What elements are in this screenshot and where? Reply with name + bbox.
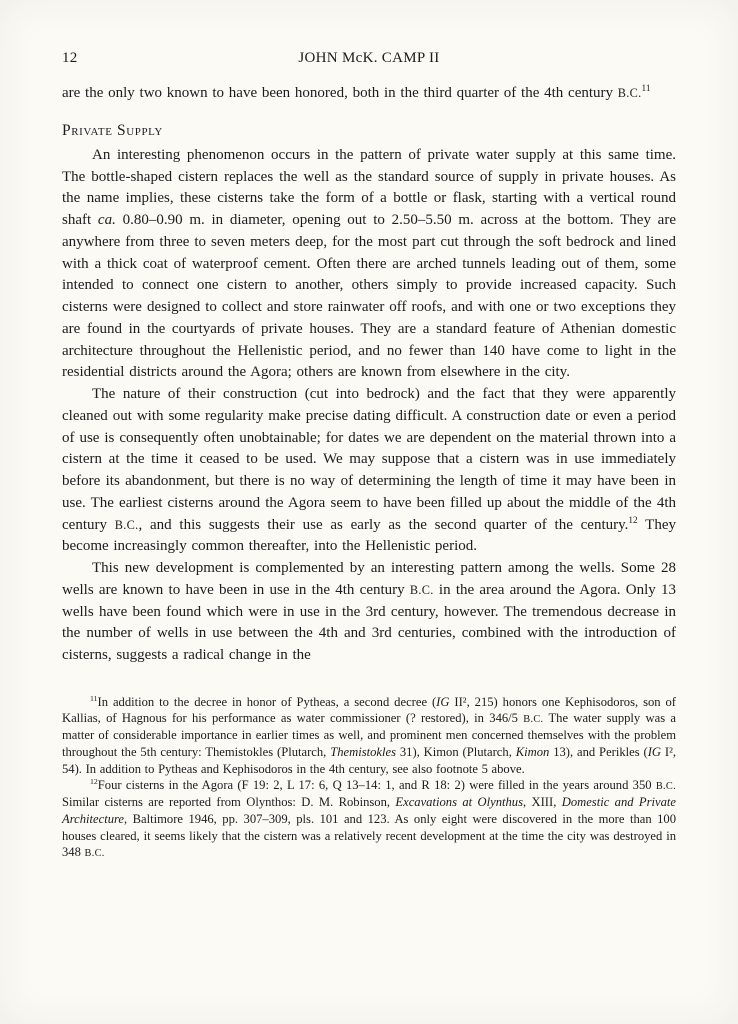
- text-run: I², 54). In addition to Pytheas and Kephisodoros in the 4th century, see also footnote 5 above.: [62, 744, 676, 776]
- text-run: Similar cisterns are reported from Olynthos: D. M. Robinson,: [62, 795, 396, 810]
- text-run: In addition to the decree in honor of Pytheas, a second decree (: [97, 694, 437, 709]
- text-run: The nature of their construction (cut into bedrock) and the fact that they were apparently cleaned out with some regularity make precise dating difficult. A construction date or even a period of use is consequently often unobtainable; for dates we are dependent on the material thrown into a cistern at the time it ceased to be used. We may suppose that a cistern was in use immediately before its abandonment, but there is no way of determining the length of time it may have been in use. The earliest cisterns around the Agora seem to have been filled up about the middle of the 4th century: [62, 386, 676, 533]
- text-run: Themistokles: [330, 744, 396, 759]
- footnote: [62, 694, 676, 778]
- footnote: [62, 777, 676, 861]
- paragraph: [62, 384, 676, 558]
- text-run: IG: [647, 744, 661, 759]
- text-run: B.C.: [409, 582, 434, 597]
- text-run: Kimon: [515, 744, 550, 759]
- continuation-paragraph: [62, 83, 676, 105]
- section-heading: Private Supply: [62, 121, 163, 139]
- text-run: An interesting phenomenon occurs in the pattern of private water supply at this same time. The bottle-shaped cistern replaces the well as the standard source of supply in private houses. As the name implies, these cisterns take the form of a bottle or flask, starting with a vertical round shaft: [62, 146, 676, 228]
- page-header: [62, 50, 676, 67]
- paragraph: [62, 145, 676, 384]
- paragraph: [62, 558, 676, 667]
- footnote-ref: 12: [90, 777, 98, 787]
- running-head: JOHN McK. CAMP II: [298, 50, 440, 66]
- body-text: [62, 83, 676, 667]
- text-run: in the area around the Agora. Only 13 wells have been found which were in use in the 3rd century, however. The tremendous decrease in the number of wells in use between the 4th and 3rd centuries, combined with the introduction of cisterns, suggests a radical change in the: [62, 581, 676, 663]
- text-run: B.C.: [655, 781, 676, 793]
- text-run: 13), and Perikles (: [549, 744, 648, 759]
- text-run: 0.80–0.90 m. in diameter, opening out to 2.50–5.50 m. across at the bottom. They are anywhere from three to seven meters deep, for the most part cut through the soft bedrock and lined with a thick coat of waterproof cement. Often there are arched tunnels leading out of them, some intended to connect one cistern to another, others simply to provide increased capacity. Such cisterns were designed to collect and store rainwater off roofs, and with one or two exceptions they are found in the courtyards of private houses. They are a standard feature of Athenian domestic architecture throughout the Hellenistic period, and no fewer than 140 have come to light in the residential districts around the Agora; others are known from elsewhere in the city.: [62, 212, 676, 381]
- text-run: II², 215) honors one Kephisodoros, son of Kallias, of Hagnous for his performance as water commissioner (? restored), in 346/5: [62, 694, 676, 726]
- text-run: This new development is complemented by an interesting pattern among the wells. Some 28 wells are known to have been in use in the 4th century: [62, 560, 676, 598]
- page-number: 12: [62, 50, 78, 66]
- footnote-ref: 12: [628, 515, 638, 526]
- text-run: , Baltimore 1946, pp. 307–309, pls. 101 and 123. As only eight were discovered in the more than 100 houses cleared, it seems likely that the cistern was a relatively recent development at the time the city was destroyed in 348: [62, 811, 676, 860]
- text-run: 31), Kimon (Plutarch,: [395, 744, 516, 759]
- footnotes: [62, 694, 676, 861]
- text-run: Domestic and Private Architecture: [62, 795, 676, 826]
- footnote-ref: 11: [641, 84, 651, 94]
- text-run: ca.: [97, 212, 116, 228]
- text-run: B.C.: [617, 86, 642, 100]
- text-run: B.C.: [523, 714, 544, 726]
- text-run: are the only two known to have been honored, both in the third quarter of the 4th century: [62, 85, 618, 101]
- footnote-ref: 11: [90, 693, 98, 703]
- text-run: , XIII,: [523, 795, 562, 810]
- text-run: B.C.: [114, 517, 139, 532]
- text-run: The water supply was a matter of considerable importance in earlier times as well, and prominent men concerned themselves with the problem throughout the 5th century: Themistokles (Plutarch,: [62, 711, 676, 759]
- text-run: They become increasingly common thereafter, into the Hellenistic period.: [62, 516, 676, 555]
- text-run: B.C.: [84, 848, 105, 860]
- text-run: , and this suggests their use as early as the second quarter of the century.: [138, 516, 629, 533]
- text-run: IG: [436, 694, 450, 709]
- text-run: Four cisterns in the Agora (F 19: 2, L 17: 6, Q 13–14: 1, and R 18: 2) were filled in the years around 350: [97, 778, 656, 793]
- text-run: Excavations at Olynthus: [395, 795, 523, 810]
